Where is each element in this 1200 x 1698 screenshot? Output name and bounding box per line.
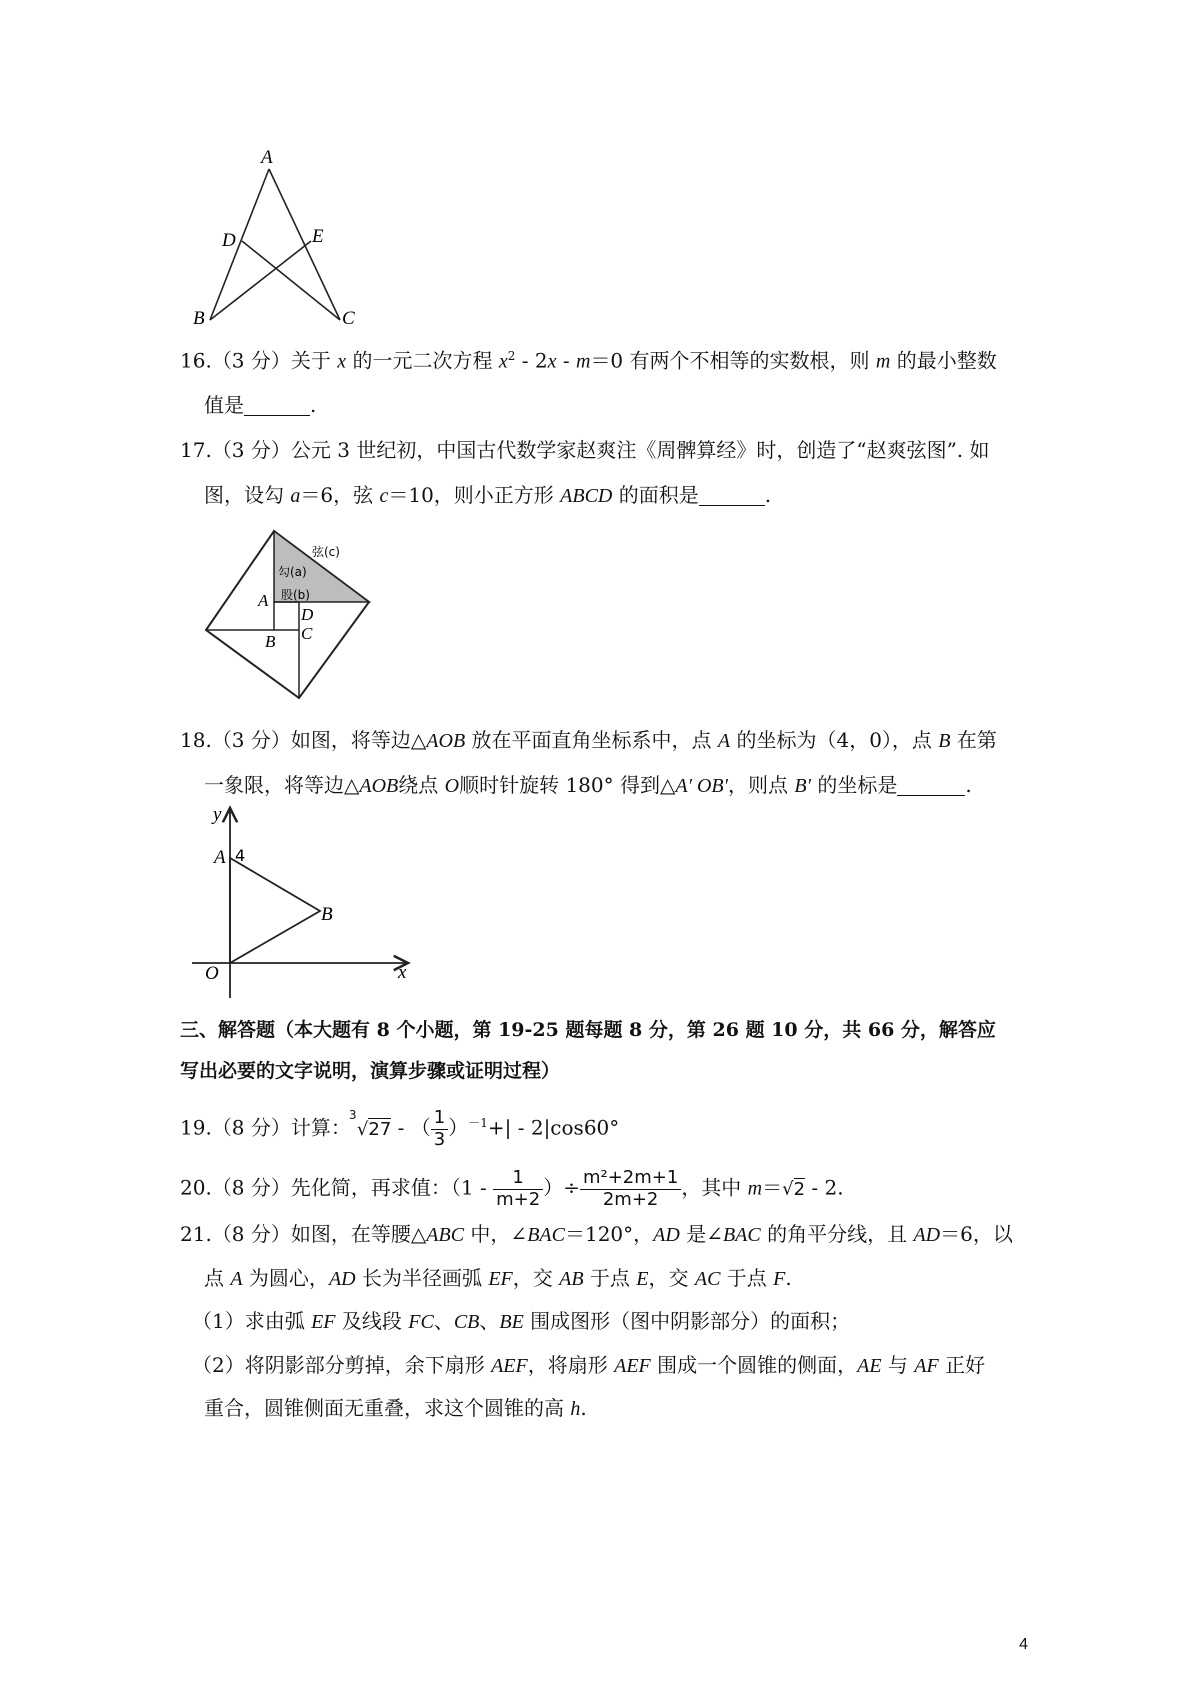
q21-part2: （2）将阴影部分剪掉，余下扇形 AEF，将扇形 AEF 围成一个圆锥的侧面，AE 与 AF 正好 [192, 1353, 986, 1377]
label-gou: 勾(a) [278, 565, 307, 579]
section-3-heading-line2: 写出必要的文字说明，演算步骤或证明过程） [180, 1060, 561, 1082]
label-gu: 股(b) [281, 588, 310, 602]
cube-root: 3 √27 [348, 1107, 392, 1140]
q17-line1: 17.（3 分）公元 3 世纪初，中国古代数学家赵爽注《周髀算经》时，创造了“赵爽弦图”. 如 [180, 438, 990, 462]
fraction-1-over-m-plus-2: $\frac{1}{m+2}$ [493, 1168, 543, 1210]
square-root: √2 [782, 1178, 806, 1200]
q19-line: 19.（8 分）计算： 3 √27 - （ $\frac{1}{3}$ ）$^{-1}$+| - 2|cos60° [180, 1107, 620, 1150]
label-b: B [193, 308, 205, 329]
q17-line2: 图，设勾 a＝6，弦 c＝10，则小正方形 ABCD 的面积是 . [204, 483, 772, 507]
fraction-one-third: $\frac{1}{3}$ [431, 1108, 448, 1150]
coordinate-figure [190, 800, 430, 1005]
segment-ac [269, 169, 340, 320]
label-a: A [214, 847, 226, 868]
label-d: D [222, 230, 236, 251]
q21-part1: （1）求由弧 EF 及线段 FC、CB、BE 围成图形（图中阴影部分）的面积； [192, 1309, 851, 1333]
q21-line2: 点 A 为圆心，AD 长为半径画弧 EF，交 AB 于点 E，交 AC 于点 F. [204, 1266, 792, 1290]
label-o: O [205, 963, 219, 984]
label-four: 4 [235, 846, 246, 865]
answer-blank-16[interactable] [244, 395, 310, 416]
triangle-aob [230, 858, 320, 963]
answer-blank-18[interactable] [897, 775, 965, 796]
q18-line2: 一象限，将等边△AOB绕点 O顺时针旋转 180° 得到△A′ OB′，则点 B′ 的坐标是 . [204, 773, 972, 797]
section-3-heading-line1: 三、解答题（本大题有 8 个小题，第 19-25 题每题 8 分，第 26 题 10 分，共 66 分，解答应 [180, 1019, 996, 1041]
q16-line1: 16.（3 分）关于 x 的一元二次方程 $x^2 - 2x - m=0$ 有两个不相等的实数根，则 m 的最小整数 [180, 348, 997, 373]
label-xian: 弦(c) [312, 545, 340, 559]
fraction-expression: $\frac{\text{m²+2m+1}}{2m+2}$ [580, 1168, 681, 1210]
label-a: A [261, 147, 273, 168]
label-a: A [258, 591, 269, 610]
label-c: C [301, 624, 313, 643]
q20-line: 20.（8 分）先化简，再求值：（1 - $\frac{1}{m+2}$ ）÷ $\frac{\text{m²+2m+1}}{2m+2}$ ，其中 m＝√2 - 2. [180, 1167, 844, 1210]
label-x: x [398, 962, 407, 983]
label-b: B [265, 632, 276, 651]
segment-cd [242, 241, 340, 320]
label-b: B [321, 904, 333, 925]
label-y: y [213, 804, 222, 825]
q16-line2: 值是 . [204, 393, 317, 417]
q21-part2-cont: 重合，圆锥侧面无重叠，求这个圆锥的高 h. [204, 1396, 587, 1420]
zhao-shuang-figure [200, 525, 380, 705]
label-d: D [301, 605, 314, 624]
answer-blank-17[interactable] [699, 485, 765, 506]
page-number: 4 [1019, 1636, 1028, 1653]
q18-line1: 18.（3 分）如图，将等边△AOB 放在平面直角坐标系中，点 A 的坐标为（4，0），点 B 在第 [180, 728, 997, 752]
label-c: C [342, 308, 355, 329]
label-e: E [312, 226, 324, 247]
q21-line1: 21.（8 分）如图，在等腰△ABC 中，∠BAC＝120°，AD 是∠BAC 的角平分线，且 AD＝6，以 [180, 1222, 1013, 1246]
triangle-figure [190, 147, 390, 350]
